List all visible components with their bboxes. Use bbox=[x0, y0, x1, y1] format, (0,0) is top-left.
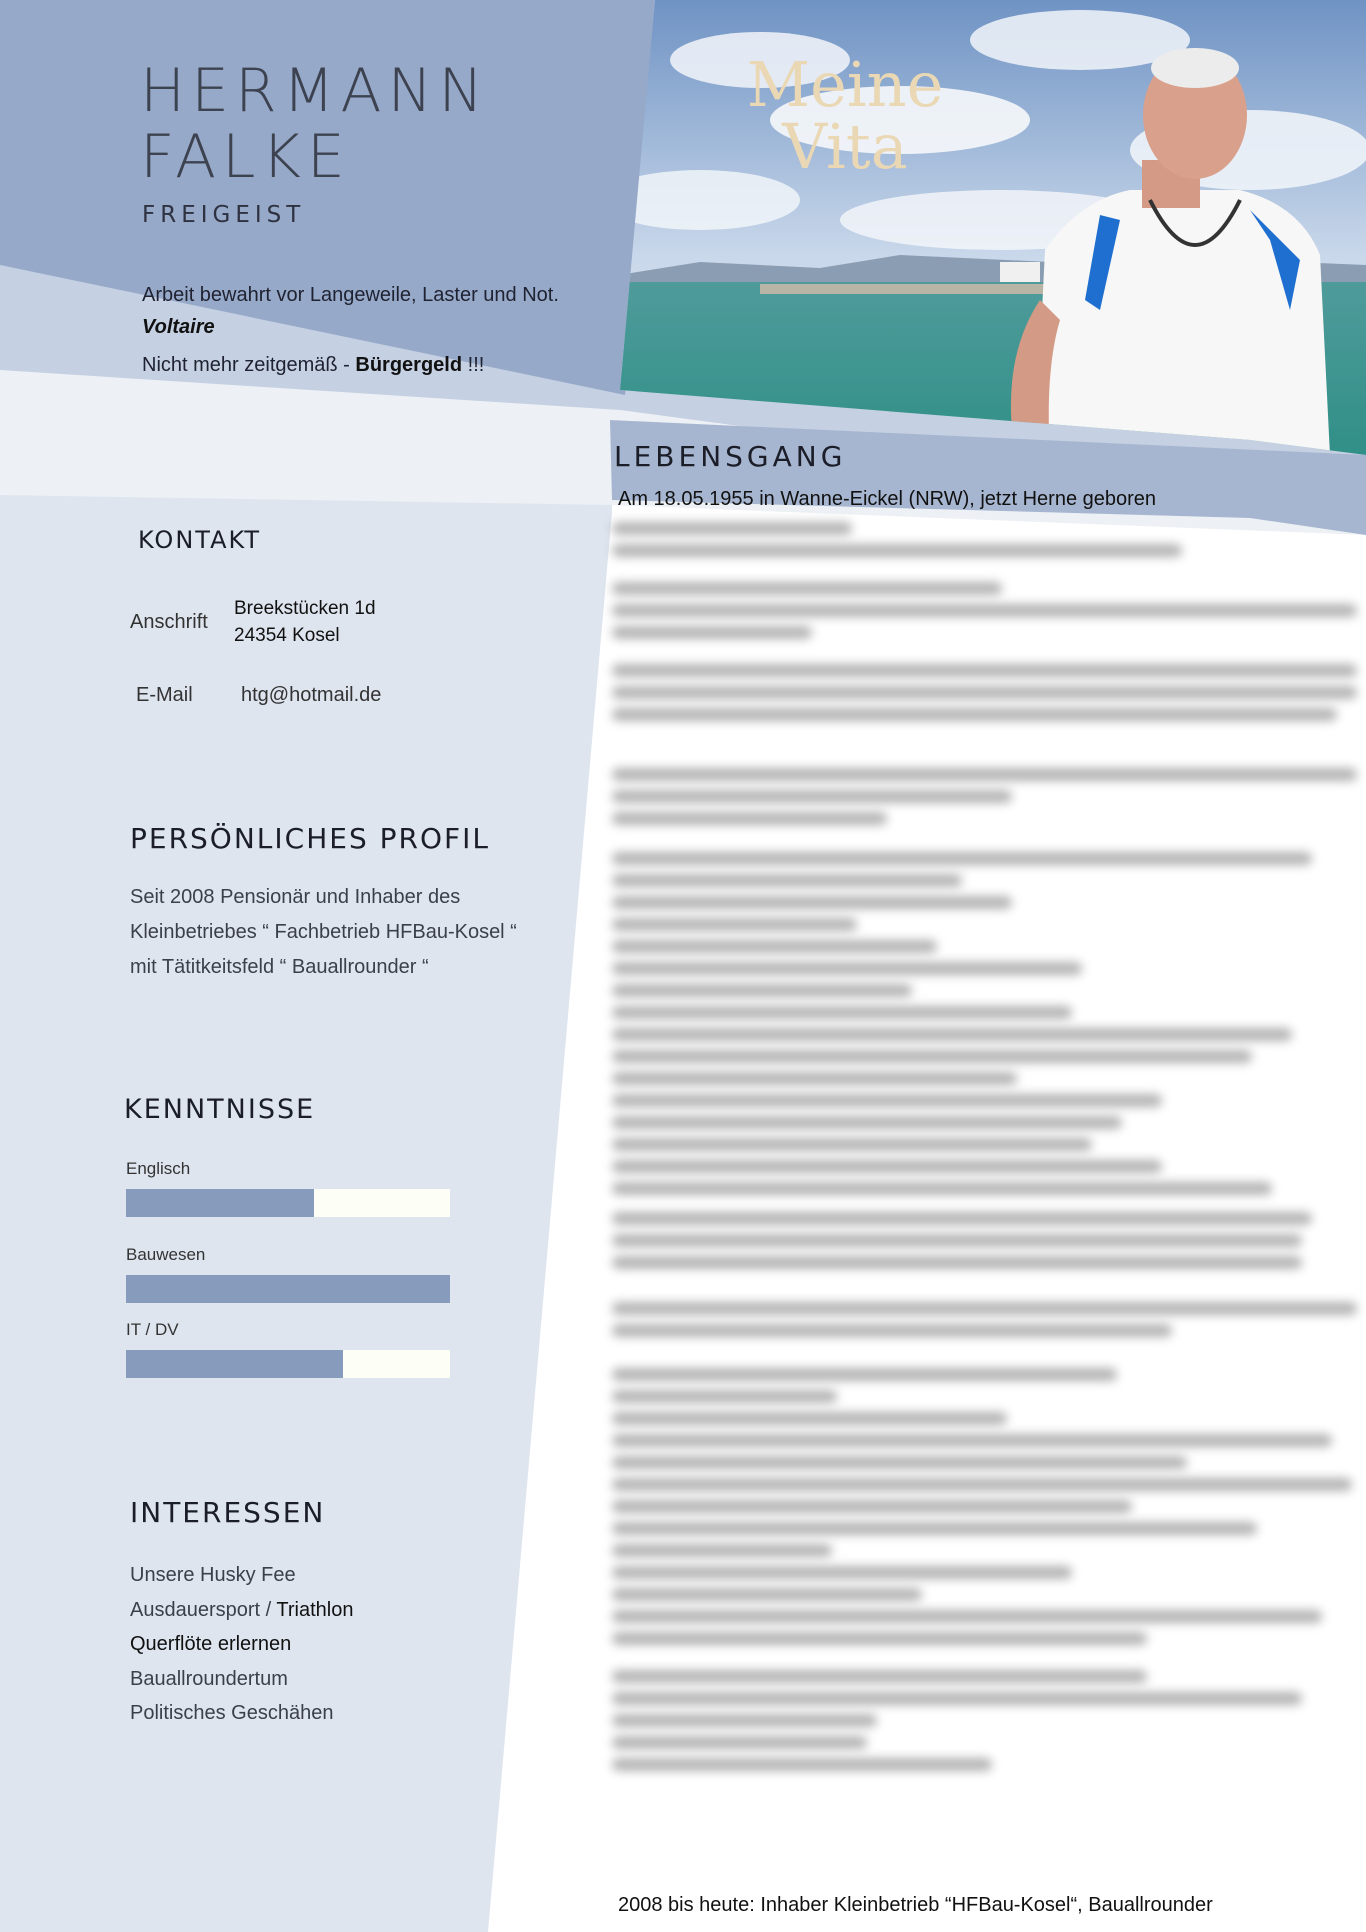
profil-heading: PERSÖNLICHES PROFIL bbox=[130, 822, 490, 855]
redacted-line bbox=[612, 768, 1357, 781]
skill-label-it-dv: IT / DV bbox=[126, 1320, 179, 1339]
interest-highlight: Triathlon bbox=[276, 1598, 354, 1621]
redacted-line bbox=[612, 812, 887, 825]
header-note bbox=[142, 354, 484, 377]
profil-line-3: mit Tätitkeitsfeld “ Bauallrounder “ bbox=[130, 956, 429, 978]
profil-text bbox=[130, 880, 570, 985]
redacted-line bbox=[612, 1368, 1117, 1381]
redacted-line bbox=[612, 604, 1357, 617]
skill-bar-fill bbox=[126, 1275, 450, 1303]
redacted-line bbox=[612, 1714, 877, 1727]
redacted-line bbox=[612, 984, 912, 997]
redacted-line bbox=[612, 940, 937, 953]
profil-line-2: Kleinbetriebes “ Fachbetrieb HFBau-Kosel “ bbox=[130, 921, 517, 943]
skill-bar-bauwesen bbox=[126, 1275, 450, 1303]
skill-bar-it-dv bbox=[126, 1350, 450, 1378]
redacted-line bbox=[612, 1072, 1017, 1085]
lebensgang-last-line: 2008 bis heute: Inhaber Kleinbetrieb “HFBau-Kosel“, Bauallrounder bbox=[618, 1894, 1213, 1916]
redacted-line bbox=[612, 790, 1012, 803]
redacted-line bbox=[612, 918, 857, 931]
redacted-line bbox=[612, 1522, 1257, 1535]
address-line-1: Breekstücken 1d bbox=[234, 598, 376, 619]
redacted-line bbox=[612, 1390, 837, 1403]
redacted-line bbox=[612, 1094, 1162, 1107]
skill-bar-englisch bbox=[126, 1189, 450, 1217]
redacted-line bbox=[612, 1670, 1147, 1683]
vita-line-2: Vita bbox=[782, 110, 908, 183]
redacted-line bbox=[612, 1302, 1357, 1315]
interest-item: Politisches Geschähen bbox=[130, 1702, 334, 1724]
redacted-line bbox=[612, 1478, 1352, 1491]
redacted-line bbox=[612, 522, 852, 535]
redacted-line bbox=[612, 708, 1337, 721]
redacted-line bbox=[612, 582, 1002, 595]
redacted-line bbox=[612, 1544, 832, 1557]
last-name: FALKE bbox=[140, 122, 351, 192]
redacted-line bbox=[612, 1256, 1302, 1269]
profil-line-1: Seit 2008 Pensionär und Inhaber des bbox=[130, 886, 461, 908]
note-suffix: !!! bbox=[462, 354, 485, 376]
interessen-list bbox=[130, 1558, 353, 1731]
redacted-line bbox=[612, 1456, 1187, 1469]
interest-item bbox=[130, 1593, 353, 1628]
skill-bar-fill bbox=[126, 1350, 343, 1378]
redacted-line bbox=[612, 1138, 1092, 1151]
redacted-line bbox=[612, 1566, 1072, 1579]
redacted-line bbox=[612, 1212, 1312, 1225]
redacted-line bbox=[612, 664, 1357, 677]
redacted-line bbox=[612, 896, 1012, 909]
redacted-line bbox=[612, 1006, 1072, 1019]
redacted-line bbox=[612, 626, 812, 639]
name-heading bbox=[140, 58, 489, 190]
note-prefix: Nicht mehr zeitgemäß - bbox=[142, 354, 356, 376]
redacted-line bbox=[612, 1234, 1302, 1247]
vita-line-1: Meine bbox=[746, 48, 944, 121]
skill-label-bauwesen: Bauwesen bbox=[126, 1245, 206, 1264]
skill-bar-fill bbox=[126, 1189, 314, 1217]
first-name: HERMANN bbox=[140, 56, 490, 126]
note-bold: Bürgergeld bbox=[355, 354, 463, 376]
quote-text: Arbeit bewahrt vor Langeweile, Laster und Not. bbox=[142, 284, 559, 306]
quote-author: Voltaire bbox=[142, 316, 215, 338]
interest-item: Querflöte erlernen bbox=[130, 1633, 292, 1655]
skill-label-englisch: Englisch bbox=[126, 1159, 191, 1178]
redacted-line bbox=[612, 1324, 1172, 1337]
redacted-line bbox=[612, 544, 1182, 557]
role-subtitle: FREIGEIST bbox=[142, 202, 306, 228]
redacted-line bbox=[612, 1736, 867, 1749]
address-label: Anschrift bbox=[130, 611, 208, 633]
interest-prefix: Ausdauersport / bbox=[130, 1598, 277, 1621]
redacted-line bbox=[612, 962, 1082, 975]
email-label: E-Mail bbox=[136, 684, 193, 706]
address-line-2: 24354 Kosel bbox=[234, 625, 340, 646]
redacted-line bbox=[612, 1632, 1147, 1645]
redacted-line bbox=[612, 1028, 1292, 1041]
redacted-line bbox=[612, 874, 962, 887]
redacted-line bbox=[612, 1692, 1302, 1705]
kontakt-heading: KONTAKT bbox=[138, 526, 262, 554]
vita-title bbox=[700, 48, 990, 183]
lebensgang-heading: LEBENSGANG bbox=[614, 440, 847, 473]
lebensgang-first-line: Am 18.05.1955 in Wanne-Eickel (NRW), jetzt Herne geboren bbox=[618, 488, 1157, 510]
redacted-line bbox=[612, 1050, 1252, 1063]
redacted-line bbox=[612, 1412, 1007, 1425]
redacted-line bbox=[612, 1610, 1322, 1623]
redacted-line bbox=[612, 1588, 922, 1601]
redacted-line bbox=[612, 852, 1312, 865]
interest-item: Bauallroundertum bbox=[130, 1667, 288, 1690]
redacted-line bbox=[612, 1758, 992, 1771]
redacted-text-block bbox=[612, 512, 1357, 1884]
interest-item: Unsere Husky Fee bbox=[130, 1564, 296, 1586]
redacted-line bbox=[612, 1434, 1332, 1447]
redacted-line bbox=[612, 1160, 1162, 1173]
email-value[interactable]: htg@hotmail.de bbox=[241, 684, 382, 706]
redacted-line bbox=[612, 1500, 1132, 1513]
redacted-line bbox=[612, 686, 1357, 699]
redacted-line bbox=[612, 1182, 1272, 1195]
interessen-heading: INTERESSEN bbox=[130, 1496, 326, 1529]
redacted-line bbox=[612, 1116, 1122, 1129]
kenntnisse-heading: KENNTNISSE bbox=[124, 1094, 316, 1125]
